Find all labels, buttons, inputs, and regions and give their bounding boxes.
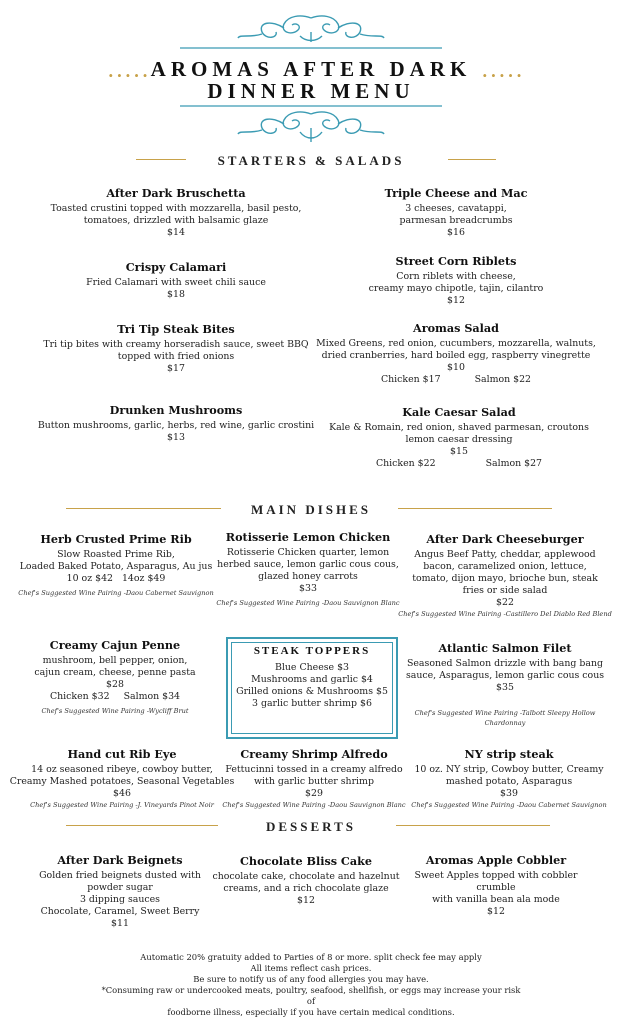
item-desc: with vanilla bean ala mode [432, 894, 560, 905]
option-salmon: Salmon $34 [123, 691, 181, 702]
item-desc: 3 cheeses, cavatappi, [405, 203, 507, 214]
mains-heading: MAIN DISHES [250, 502, 372, 517]
menu-item-atlantic-salmon-filet [400, 642, 610, 728]
item-name: Herb Crusted Prime Rib [40, 532, 192, 546]
item-desc: 3 dipping sauces [79, 894, 160, 905]
item-desc: fries or side salad [462, 585, 548, 596]
topper-item: Blue Cheese $3 [274, 662, 350, 673]
wine-pairing: Chef's Suggested Wine Pairing -Castillero Del Diablo Red Blend [398, 610, 612, 618]
item-desc: glazed honey carrots [258, 571, 358, 582]
option-chicken: Chicken $22 [375, 458, 436, 469]
option-chicken: Chicken $17 [380, 374, 441, 385]
item-desc: topped with fried onions [117, 351, 235, 362]
option-salmon: Salmon $22 [474, 374, 532, 385]
item-name: NY strip steak [464, 747, 554, 761]
footer-notes [100, 952, 522, 1018]
menu-item-drunken-mushrooms [30, 404, 322, 444]
desserts-heading: DESSERTS [265, 819, 357, 834]
item-desc: tomatoes, drizzled with balsamic glaze [83, 215, 269, 226]
menu-item-crispy-calamari [30, 261, 322, 301]
item-options [310, 458, 608, 470]
item-price: $10 [447, 362, 465, 373]
wine-pairing: Chef's Suggested Wine Pairing -J. Vineyards Pinot Noir [30, 801, 214, 809]
item-name: Tri Tip Steak Bites [117, 322, 235, 336]
item-desc: Golden fried beignets dusted with [39, 870, 201, 881]
wine-pairing: Chef's Suggested Wine Pairing -Daou Sauvignon Blanc [222, 801, 406, 809]
item-desc: 10 oz. NY strip, Cowboy butter, Creamy [414, 764, 604, 775]
item-options [310, 374, 602, 386]
menu-title-line1: AROMAS AFTER DARK [150, 57, 472, 81]
item-desc: tomato, dijon mayo, brioche bun, steak [412, 573, 598, 584]
item-name: Crispy Calamari [125, 260, 227, 274]
item-name: Drunken Mushrooms [109, 403, 243, 417]
menu-item-kale-caesar-salad [310, 406, 608, 470]
item-price: $33 [299, 583, 317, 594]
item-desc: Mixed Greens, red onion, cucumbers, mozzarella, walnuts, [316, 338, 596, 349]
item-price: $17 [167, 363, 185, 374]
item-desc: dried cranberries, hard boiled egg, raspberry vinegrette [321, 350, 591, 361]
item-price: $35 [496, 682, 514, 693]
item-desc: Angus Beef Patty, cheddar, applewood [414, 549, 596, 560]
footer-line: foodborne illness, especially if you have certain medical conditions. [167, 1007, 455, 1017]
dessert-aromas-apple-cobbler [396, 854, 596, 918]
item-desc: Fettucinni tossed in a creamy alfredo [225, 764, 403, 775]
left-gold-dots: ..... [108, 62, 151, 81]
item-desc: Corn riblets with cheese, [396, 271, 516, 282]
wine-pairing: Chef's Suggested Wine Pairing -Daou Cabernet Sauvignon [18, 589, 214, 597]
dessert-after-dark-beignets [20, 854, 220, 930]
item-name: Triple Cheese and Mac [384, 186, 528, 200]
item-price: 10 oz $42 14oz $49 [66, 573, 166, 584]
topper-item: Mushrooms and garlic $4 [251, 674, 373, 685]
item-price: $14 [167, 227, 185, 238]
item-price: $12 [487, 906, 505, 917]
item-price: $46 [113, 788, 131, 799]
steak-toppers-list [228, 662, 396, 710]
menu-item-after-dark-bruschetta [30, 187, 322, 239]
wine-pairing: Chef's Suggested Wine Pairing -Daou Cabernet Sauvignon [411, 801, 607, 809]
option-chicken: Chicken $32 [49, 691, 110, 702]
item-desc: Creamy Mashed potatoes, Seasonal Vegetables [9, 776, 235, 787]
item-desc: chocolate cake, chocolate and hazelnut [212, 871, 400, 882]
item-price: $11 [111, 918, 129, 929]
item-price: $22 [496, 597, 514, 608]
item-name: Atlantic Salmon Filet [438, 641, 572, 655]
item-name: After Dark Cheeseburger [426, 532, 584, 546]
wine-pairing: Chef's Suggested Wine Pairing -Talbott Sleepy Hollow [414, 709, 596, 717]
item-name: After Dark Beignets [57, 853, 183, 867]
footer-line: Automatic 20% gratuity added to Parties of 8 or more. split check fee may apply [140, 952, 482, 962]
topper-item: 3 garlic butter shrimp $6 [252, 698, 372, 709]
top-flourish-ornament [0, 12, 622, 52]
item-desc: Kale & Romain, red onion, shaved parmesan, croutons [329, 422, 589, 433]
menu-item-rotisserie-lemon-chicken [210, 531, 406, 608]
item-desc: Seasoned Salmon drizzle with bang bang [406, 658, 604, 669]
item-name: Creamy Shrimp Alfredo [240, 747, 388, 761]
item-desc: Rotisserie Chicken quarter, lemon [226, 547, 390, 558]
item-desc: Fried Calamari with sweet chili sauce [86, 277, 266, 288]
item-name: Rotisserie Lemon Chicken [225, 530, 391, 544]
item-desc: Toasted crustini topped with mozzarella, basil pesto, [50, 203, 302, 214]
item-desc: with garlic butter shrimp [254, 776, 374, 787]
item-desc: cajun cream, cheese, penne pasta [34, 667, 196, 678]
item-price: $28 [106, 679, 124, 690]
item-desc: parmesan breadcrumbs [399, 215, 513, 226]
item-name: Hand cut Rib Eye [67, 747, 177, 761]
menu-item-tri-tip-steak-bites [30, 323, 322, 375]
steak-toppers-box [226, 637, 398, 739]
footer-line: All items reflect cash prices. [250, 963, 372, 973]
item-price: $15 [450, 446, 468, 457]
topper-item: Grilled onions & Mushrooms $5 [236, 686, 388, 697]
bottom-flourish-ornament [0, 102, 622, 146]
menu-item-hand-cut-rib-eye [4, 748, 240, 810]
item-price: $18 [167, 289, 185, 300]
item-price: $12 [297, 895, 315, 906]
right-gold-dots: ..... [482, 62, 525, 81]
item-name: Aromas Salad [413, 321, 499, 335]
item-name: Creamy Cajun Penne [49, 638, 181, 652]
item-desc: sauce, Asparagus, lemon garlic cous cous [405, 670, 605, 681]
menu-item-street-corn-riblets [310, 255, 602, 307]
wine-pairing: Chef's Suggested Wine Pairing -Wycliff Brut [41, 707, 189, 715]
menu-item-ny-strip-steak [404, 748, 614, 810]
item-desc: bacon, caramelized onion, lettuce, [423, 561, 587, 572]
item-desc: herbed sauce, lemon garlic cous cous, [217, 559, 399, 570]
item-desc: Tri tip bites with creamy horseradish sauce, sweet BBQ [43, 339, 309, 350]
wine-pairing-cont: Chardonnay [484, 719, 526, 727]
wine-pairing: Chef's Suggested Wine Pairing -Daou Sauvignon Blanc [216, 599, 400, 607]
menu-item-creamy-cajun-penne [10, 639, 220, 716]
item-desc: Loaded Baked Potato, Asparagus, Au jus [19, 561, 213, 572]
item-name: Chocolate Bliss Cake [240, 854, 372, 868]
item-price: $13 [167, 432, 185, 443]
item-price: $29 [305, 788, 323, 799]
option-salmon: Salmon $27 [485, 458, 543, 469]
item-desc: Chocolate, Caramel, Sweet Berry [40, 906, 200, 917]
menu-item-aromas-salad [310, 322, 602, 386]
item-desc: Slow Roasted Prime Rib, [57, 549, 175, 560]
menu-item-herb-crusted-prime-rib [4, 533, 228, 598]
item-name: After Dark Bruschetta [106, 186, 246, 200]
item-price: $12 [447, 295, 465, 306]
menu-item-after-dark-cheeseburger [392, 533, 618, 619]
menu-item-triple-cheese-mac [310, 187, 602, 239]
item-desc: mushroom, bell pepper, onion, [42, 655, 188, 666]
item-desc: creams, and a rich chocolate glaze [223, 883, 389, 894]
item-desc: lemon caesar dressing [405, 434, 513, 445]
item-desc: powder sugar [87, 882, 153, 893]
item-desc: Button mushrooms, garlic, herbs, red wine, garlic crostini [37, 420, 315, 431]
steak-toppers-heading: STEAK TOPPERS [253, 645, 371, 657]
item-desc: mashed potato, Asparagus [445, 776, 573, 787]
starters-heading: STARTERS & SALADS [217, 153, 405, 168]
menu-item-creamy-shrimp-alfredo [222, 748, 406, 810]
item-desc: creamy mayo chipotle, tajin, cilantro [368, 283, 544, 294]
item-desc: 14 oz seasoned ribeye, cowboy butter, [31, 764, 213, 775]
menu-title-line2: DINNER MENU [207, 79, 415, 103]
footer-line: *Consuming raw or undercooked meats, poultry, seafood, shellfish, or eggs may increase your risk of [101, 985, 521, 1006]
item-desc: Sweet Apples topped with cobbler crumble [414, 870, 578, 893]
item-price: $39 [500, 788, 518, 799]
dessert-chocolate-bliss-cake [212, 855, 400, 907]
item-name: Kale Caesar Salad [402, 405, 516, 419]
item-name: Street Corn Riblets [395, 254, 517, 268]
footer-line: Be sure to notify us of any food allergies you may have. [193, 974, 429, 984]
item-price: $16 [447, 227, 465, 238]
item-name: Aromas Apple Cobbler [425, 853, 567, 867]
item-options [10, 691, 220, 703]
